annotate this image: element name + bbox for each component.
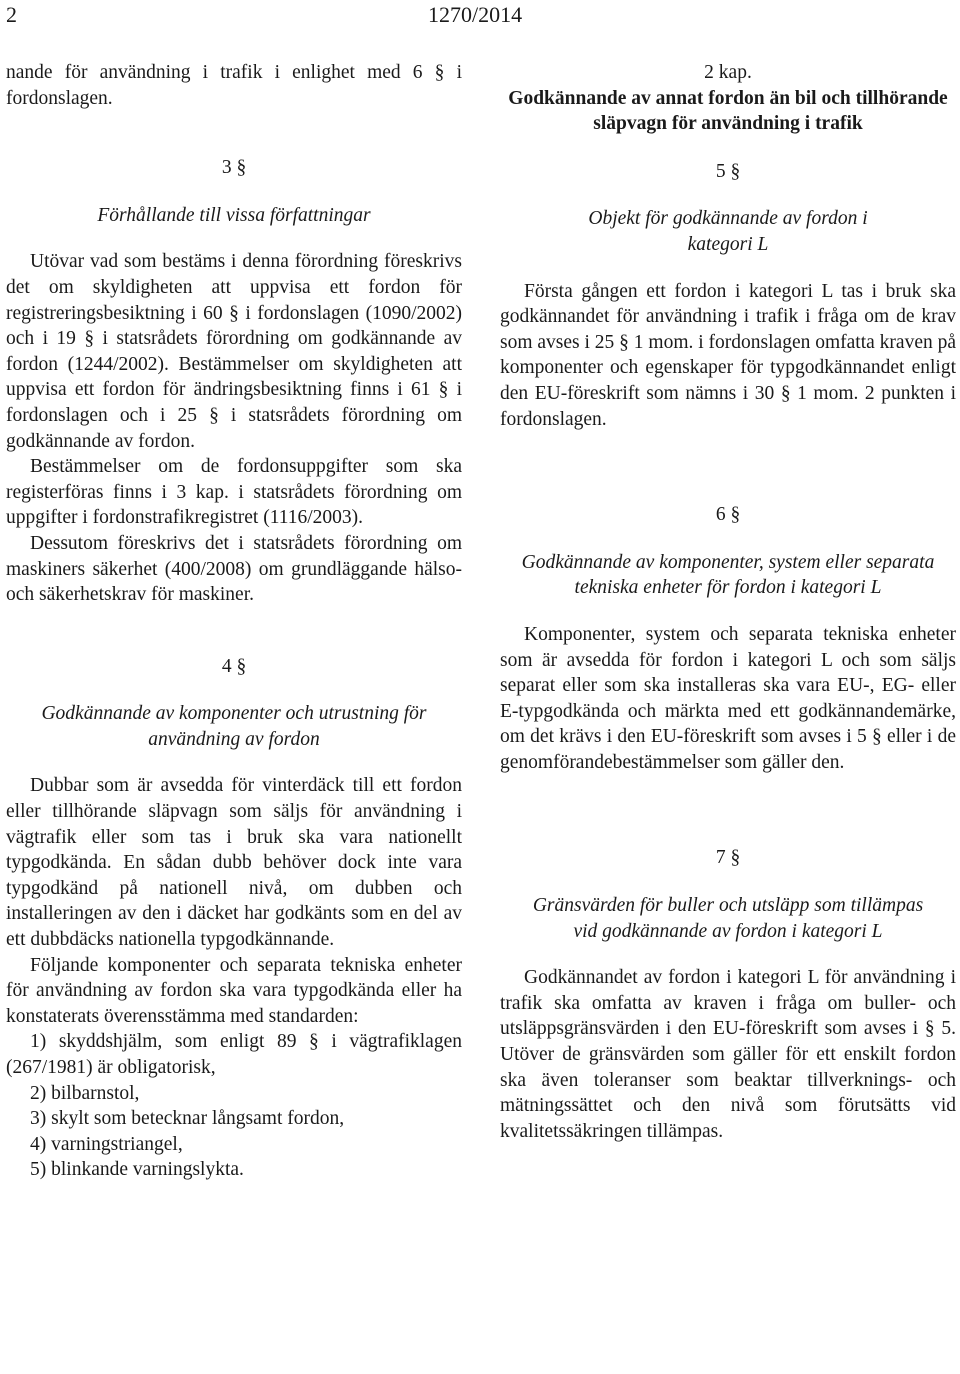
- section-4-paragraph-2: Följande komponenter och separata tekniska enheter för användning av fordon ska vara typgodkända eller ha konstaterats överensstämma med standarden:: [6, 954, 462, 1027]
- list-item: 5) blinkande varningslykta.: [30, 1159, 244, 1181]
- left-column: [6, 60, 462, 1183]
- section-3-number: 3 §: [221, 157, 247, 179]
- section-6-title: Godkännande av komponenter, system eller separata tekniska enheter för fordon i kategori L: [521, 551, 935, 599]
- list-item: 3) skylt som betecknar långsamt fordon,: [30, 1108, 345, 1130]
- chapter-heading: 2 kap.: [704, 62, 752, 83]
- section-6-paragraph-1: Komponenter, system och separata tekniska enheter som är avsedda för fordon i kategori L och som säljs separat eller som ska installeras ska vara EU-, EG- eller E-typgodkända och märkta med ett godkännandemärke, om det krävs i den EU-föreskrift som avses i 5 § eller i de genomförandebestämmelser som gäller den.: [500, 623, 956, 773]
- list-item: 1) skyddshjälm, som enligt 89 § i vägtrafiklagen (267/1981) är obligatorisk,: [6, 1031, 462, 1078]
- section-5-number: 5 §: [715, 160, 741, 182]
- section-3-paragraph-2: Bestämmelser om de fordonsuppgifter som ska registerföras finns i 3 kap. i statsrådets förordning om uppgifter i fordonstrafikregistret (1116/2003).: [6, 456, 462, 529]
- section-7-title: Gränsvärden för buller och utsläpp som tillämpas vid godkännande av fordon i kategori L: [532, 895, 924, 942]
- section-3-paragraph-3: Dessutom föreskrivs det i statsrådets förordning om maskiners säkerhet (400/2008) om grundläggande hälso- och säkerhetskrav för maskiner.: [6, 532, 462, 606]
- section-4-paragraph-1: Dubbar som är avsedda för vinterdäck till ett fordon eller tillhörande släpvagn som säljs för användning i vägtrafik eller som tas i bruk ska vara nationellt typgodkända. En sådan dubb behöver dock inte vara typgodkänd på nationell nivå, om dubben och installeringen av den i däcket har godkänts som en del av ett dubbdäcks nationella typgodkännande.: [6, 775, 462, 951]
- section-6-number: 6 §: [715, 504, 741, 526]
- section-3-paragraph-1: Utövar vad som bestäms i denna förordning föreskrivs det om skyldigheten att uppvisa ett fordon för registreringsbesiktning i 60 § i fordonslagen (1090/2002) och i 19 § i statsrådets förordning om godkännande av fordon (1244/2002). Bestämmelser om skyldigheten att uppvisa ett fordon för ändringsbesiktning finns i 61 § i fordonslagen och i 25 § i statsrådets förordning om godkännande av fordon.: [6, 251, 462, 452]
- section-3-title: Förhållande till vissa författningar: [97, 204, 371, 226]
- list-item: 2) bilbarnstol,: [30, 1082, 140, 1104]
- section-5-title: Objekt för godkännande av fordon i kategori L: [588, 208, 868, 255]
- intro-paragraph: nande för användning i trafik i enlighet med 6 § i fordonslagen.: [6, 62, 462, 109]
- document-reference: 1270/2014: [428, 2, 523, 27]
- section-7-number: 7 §: [715, 847, 741, 869]
- section-4-number: 4 §: [221, 655, 247, 677]
- page-header: [0, 0, 960, 40]
- section-7-paragraph-1: Godkännandet av fordon i kategori L för användning i trafik ska omfatta av kraven i fråga om buller- och utsläppsgränsvärden i den EU-föreskrift som avses i § 5. Utöver de gränsvärden som gäller för ett enskilt fordon ska även toleranser som beaktar tillverknings- och mätningssättet och den nivå som förutsätts vid kvalitetssäkringen tillämpas.: [500, 967, 956, 1142]
- right-column: [500, 60, 956, 1144]
- section-4-title: Godkännande av komponenter och utrustning för användning av fordon: [41, 703, 427, 750]
- section-5-paragraph-1: Första gången ett fordon i kategori L tas i bruk ska godkännandet för användning i trafik i fråga om de krav som avses i 25 § 1 mom. i fordonslagen omfatta kraven på komponenter och egenskaper för typgodkännandet enligt den EU-föreskrift som nämns i 30 § 1 mom. 2 punkten i fordonslagen.: [500, 280, 956, 430]
- page-number: 2: [6, 2, 17, 27]
- chapter-title: Godkännande av annat fordon än bil och tillhörande släpvagn för användning i trafik: [508, 87, 948, 135]
- list-item: 4) varningstriangel,: [30, 1133, 183, 1155]
